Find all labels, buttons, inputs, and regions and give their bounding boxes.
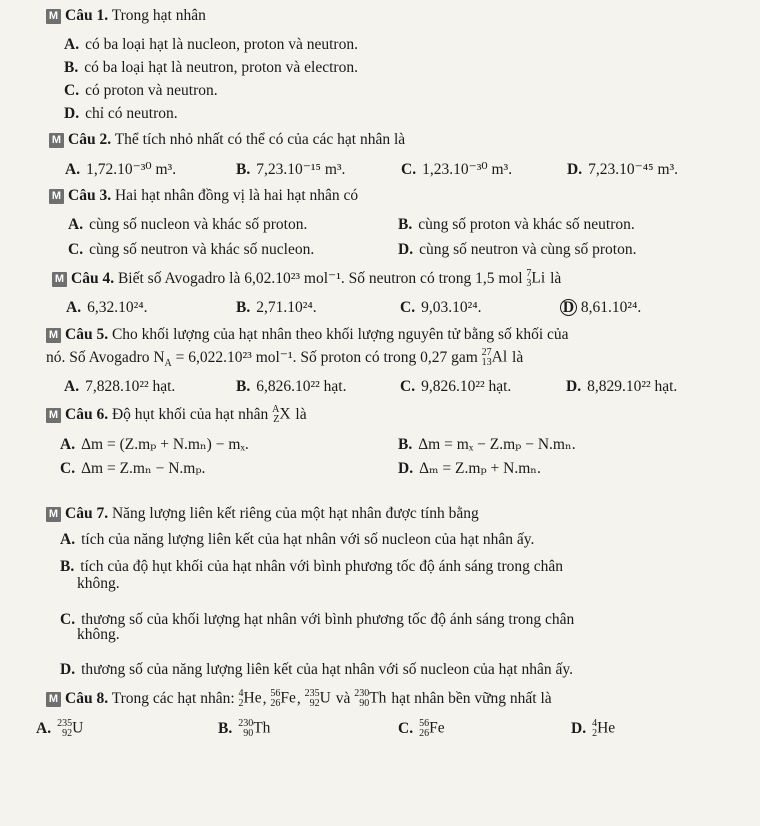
q3-option-d[interactable] bbox=[398, 240, 636, 260]
option-text: có ba loại hạt là neutron, proton và electron. bbox=[84, 59, 358, 76]
q5-line2 bbox=[46, 348, 523, 374]
option-text: cùng số neutron và cùng số proton. bbox=[419, 241, 637, 258]
option-key: A. bbox=[65, 161, 81, 178]
q3-option-c[interactable] bbox=[68, 240, 314, 260]
q5-line2-b: = 6,022.10²³ mol⁻¹. Số proton có trong 0,27 gam bbox=[175, 349, 478, 366]
question-mark-icon: M bbox=[52, 272, 67, 287]
q7-text: Năng lượng liên kết riêng của một hạt nhân được tính bằng bbox=[111, 505, 479, 522]
avogadro-subscript: A bbox=[164, 358, 172, 370]
q7-option-b[interactable] bbox=[60, 557, 563, 577]
q4-option-c[interactable] bbox=[400, 298, 482, 318]
question-mark-icon: M bbox=[46, 328, 61, 343]
option-text: 7,23.10⁻⁴⁵ m³. bbox=[588, 161, 679, 178]
question-mark-icon: M bbox=[46, 408, 61, 423]
nuclide-he: 4 2 He bbox=[238, 688, 262, 710]
option-key: C. bbox=[401, 161, 417, 178]
q6-header bbox=[46, 405, 307, 425]
q2-text: Thể tích nhỏ nhất có thể có của các hạt nhân là bbox=[114, 131, 406, 148]
option-key: D. bbox=[571, 720, 587, 737]
nuclide-u: 235 92 U bbox=[304, 688, 331, 710]
option-nuclide: 4 2 He bbox=[592, 718, 616, 740]
option-key: B. bbox=[236, 378, 251, 395]
q1-option-c[interactable] bbox=[64, 81, 218, 101]
q7-option-c-cont: không. bbox=[77, 626, 120, 643]
q4-title: Câu 4. bbox=[71, 270, 115, 287]
option-key: C. bbox=[68, 241, 84, 258]
option-key: D. bbox=[567, 161, 583, 178]
option-key: A. bbox=[64, 36, 80, 53]
q5-title: Câu 5. bbox=[65, 326, 109, 343]
q6-option-b[interactable] bbox=[398, 435, 576, 455]
option-key: B. bbox=[398, 216, 413, 233]
q1-header bbox=[46, 6, 206, 26]
q5-line2-c: là bbox=[512, 349, 524, 366]
q7-header bbox=[46, 504, 479, 524]
q1-text: Trong hạt nhân bbox=[111, 7, 206, 24]
q6-text-end: là bbox=[295, 406, 307, 423]
option-text: 2,71.10²⁴. bbox=[256, 299, 317, 316]
option-key: D. bbox=[398, 460, 414, 477]
q4-option-a[interactable] bbox=[66, 298, 148, 318]
option-text: thương số của khối lượng hạt nhân với bình phương tốc độ ánh sáng trong chân bbox=[81, 611, 575, 628]
option-text: 9,826.10²² hạt. bbox=[421, 378, 512, 395]
q8-title: Câu 8. bbox=[65, 690, 109, 707]
nuclide-li: 7 3 Li bbox=[526, 268, 546, 290]
q3-text: Hai hạt nhân đồng vị là hai hạt nhân có bbox=[114, 187, 359, 204]
q6-title: Câu 6. bbox=[65, 406, 109, 423]
q2-option-a[interactable] bbox=[65, 160, 176, 180]
q6-text: Độ hụt khối của hạt nhân bbox=[111, 406, 269, 423]
option-key: C. bbox=[398, 720, 414, 737]
q8-text-end: hạt nhân bền vững nhất là bbox=[391, 690, 552, 707]
option-text: cùng số neutron và khác số nucleon. bbox=[89, 241, 315, 258]
option-text: tích của độ hụt khối của hạt nhân với bình phương tốc độ ánh sáng trong chân bbox=[80, 558, 564, 575]
q5-option-d[interactable] bbox=[566, 377, 677, 397]
q3-option-b[interactable] bbox=[398, 215, 635, 235]
option-key: D. bbox=[64, 105, 80, 122]
option-text: thương số của năng lượng liên kết của hạt nhân với số nucleon của hạt nhân ấy. bbox=[81, 661, 573, 678]
q3-header bbox=[49, 186, 358, 206]
q8-and: và bbox=[335, 690, 351, 707]
q7-title: Câu 7. bbox=[65, 505, 109, 522]
q4-option-d[interactable] bbox=[560, 298, 641, 318]
q6-option-d[interactable] bbox=[398, 459, 541, 479]
option-text: 8,829.10²² hạt. bbox=[587, 378, 678, 395]
option-text: Δm = mₓ − Z.mₚ − N.mₙ. bbox=[418, 436, 576, 453]
q1-option-a[interactable] bbox=[64, 35, 358, 55]
option-text: có proton và neutron. bbox=[85, 82, 218, 99]
q6-option-c[interactable] bbox=[60, 459, 205, 479]
q2-title: Câu 2. bbox=[68, 131, 112, 148]
option-key: A. bbox=[60, 531, 76, 548]
option-text: 7,828.10²² hạt. bbox=[85, 378, 176, 395]
option-key: C. bbox=[400, 378, 416, 395]
q5-line2-a: nó. Số Avogadro N bbox=[46, 349, 165, 366]
option-text: 1,23.10⁻³⁰ m³. bbox=[422, 161, 513, 178]
selected-answer-circle-icon: D bbox=[560, 299, 577, 316]
q2-option-d[interactable] bbox=[567, 160, 678, 180]
option-text: 1,72.10⁻³⁰ m³. bbox=[86, 161, 177, 178]
q7-option-a[interactable] bbox=[60, 530, 534, 550]
q5-line1: Cho khối lượng của hạt nhân theo khối lượng nguyên tử bằng số khối của bbox=[111, 326, 569, 343]
option-key: D. bbox=[60, 661, 76, 678]
option-key: C. bbox=[60, 460, 76, 477]
q1-option-d[interactable] bbox=[64, 104, 178, 124]
option-text: 8,61.10²⁴. bbox=[580, 299, 642, 316]
option-key: B. bbox=[236, 161, 251, 178]
option-text: có ba loại hạt là nucleon, proton và neutron. bbox=[85, 36, 358, 53]
option-text: Δₘ = Z.mₚ + N.mₙ. bbox=[419, 460, 541, 477]
question-mark-icon: M bbox=[49, 189, 64, 204]
option-text: chỉ có neutron. bbox=[85, 105, 178, 122]
q5-header bbox=[46, 325, 569, 345]
q8-option-d[interactable] bbox=[571, 719, 616, 739]
q1-option-b[interactable] bbox=[64, 58, 358, 78]
q4-option-b[interactable] bbox=[236, 298, 317, 318]
option-text: Δm = (Z.mₚ + N.mₙ) − mₓ. bbox=[81, 436, 249, 453]
option-nuclide: 235 92 U bbox=[57, 718, 84, 740]
option-key: B. bbox=[218, 720, 233, 737]
option-text: Δm = Z.mₙ − N.mₚ. bbox=[81, 460, 206, 477]
option-key: C. bbox=[64, 82, 80, 99]
q8-text: Trong các hạt nhân: bbox=[111, 690, 235, 707]
q5-option-b[interactable] bbox=[236, 377, 346, 397]
q2-option-c[interactable] bbox=[401, 160, 512, 180]
q2-header bbox=[49, 130, 405, 150]
q8-option-b[interactable] bbox=[218, 719, 271, 739]
option-key: B. bbox=[64, 59, 79, 76]
option-text: 9,03.10²⁴. bbox=[421, 299, 482, 316]
q7-option-c[interactable] bbox=[60, 610, 574, 630]
option-text: 6,826.10²² hạt. bbox=[256, 378, 347, 395]
q8-option-c[interactable] bbox=[398, 719, 446, 739]
q4-text: Biết số Avogadro là 6,02.10²³ mol⁻¹. Số neutron có trong 1,5 mol bbox=[117, 270, 523, 287]
option-text: 7,23.10⁻¹⁵ m³. bbox=[256, 161, 346, 178]
option-nuclide: 230 90 Th bbox=[238, 718, 271, 740]
q7-option-b-cont: không. bbox=[77, 575, 120, 592]
q5-option-a[interactable] bbox=[64, 377, 175, 397]
q8-option-a[interactable] bbox=[36, 719, 84, 739]
q8-header: M Câu 8. Trong các hạt nhân: 4 2 He, 56 26 Fe, 235 92 U và 230 90 Th hạt nhân bền vững nhất là bbox=[46, 689, 552, 709]
option-key: B. bbox=[60, 558, 75, 575]
option-key: A. bbox=[66, 299, 82, 316]
option-text: 6,32.10²⁴. bbox=[87, 299, 148, 316]
option-key: D. bbox=[566, 378, 582, 395]
q3-option-a[interactable] bbox=[68, 215, 307, 235]
nuclide-th: 230 90 Th bbox=[354, 688, 387, 710]
q5-option-c[interactable] bbox=[400, 377, 511, 397]
option-text: cùng số proton và khác số neutron. bbox=[418, 216, 635, 233]
question-mark-icon: M bbox=[46, 9, 61, 24]
option-key: A. bbox=[68, 216, 84, 233]
option-key: A. bbox=[36, 720, 52, 737]
option-key: A. bbox=[64, 378, 80, 395]
q2-option-b[interactable] bbox=[236, 160, 345, 180]
option-nuclide: 56 26 Fe bbox=[419, 718, 445, 740]
option-text: tích của năng lượng liên kết của hạt nhân với số nucleon của hạt nhân ấy. bbox=[81, 531, 535, 548]
option-key: D. bbox=[398, 241, 414, 258]
q6-option-a[interactable] bbox=[60, 435, 249, 455]
nuclide-fe: 56 26 Fe bbox=[270, 688, 296, 710]
q7-option-d[interactable] bbox=[60, 660, 573, 680]
q1-title: Câu 1. bbox=[65, 7, 109, 24]
option-text: cùng số nucleon và khác số proton. bbox=[89, 216, 308, 233]
nuclide-x: A Z X bbox=[272, 404, 291, 426]
nuclide-al: 27 13 Al bbox=[481, 347, 508, 369]
option-key: C. bbox=[400, 299, 416, 316]
option-key: C. bbox=[60, 611, 76, 628]
option-key: A. bbox=[60, 436, 76, 453]
question-mark-icon: M bbox=[46, 692, 61, 707]
option-key: B. bbox=[398, 436, 413, 453]
option-key: B. bbox=[236, 299, 251, 316]
q4-header bbox=[52, 269, 561, 289]
question-mark-icon: M bbox=[49, 133, 64, 148]
question-mark-icon: M bbox=[46, 507, 61, 522]
q4-text-end: là bbox=[550, 270, 562, 287]
q3-title: Câu 3. bbox=[68, 187, 112, 204]
